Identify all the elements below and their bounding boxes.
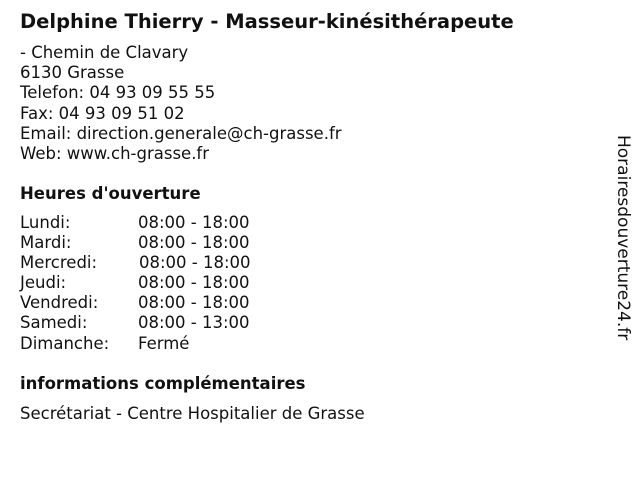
email-address: Email: direction.generale@ch-grasse.fr	[20, 123, 342, 143]
page-title: Delphine Thierry - Masseur-kinésithérapeute	[20, 10, 514, 33]
watermark-text: Horairesdouverture24.fr	[613, 135, 633, 341]
day-label: Mercredi:	[20, 253, 98, 273]
street-address: - Chemin de Clavary	[20, 43, 189, 62]
hours-value: 08:00 - 18:00	[138, 213, 250, 232]
hours-value: 08:00 - 18:00	[138, 273, 250, 293]
hours-value: 08:00 - 18:00	[138, 233, 250, 253]
site-watermark	[611, 135, 635, 373]
address-block	[20, 43, 342, 164]
day-label: Jeudi:	[20, 273, 67, 293]
additional-info-heading: informations complémentaires	[20, 374, 306, 393]
day-label: Mardi:	[20, 233, 72, 253]
phone-number: Telefon: 04 93 09 55 55	[20, 83, 216, 103]
hours-value: 08:00 - 18:00	[138, 293, 250, 313]
hours-value: 08:00 - 18:00	[139, 253, 251, 273]
hours-value: 08:00 - 13:00	[138, 313, 250, 333]
day-label: Dimanche:	[20, 333, 110, 353]
fax-number: Fax: 04 93 09 51 02	[20, 103, 185, 123]
website: Web: www.ch-grasse.fr	[20, 144, 210, 164]
day-label: Lundi:	[20, 213, 71, 232]
opening-hours-heading: Heures d'ouverture	[20, 184, 201, 203]
hours-value: Fermé	[138, 333, 190, 353]
day-label: Vendredi:	[20, 293, 99, 313]
additional-info-text: Secrétariat - Centre Hospitalier de Grasse	[20, 404, 365, 423]
day-label: Samedi:	[20, 313, 88, 333]
city: 6130 Grasse	[20, 63, 125, 83]
